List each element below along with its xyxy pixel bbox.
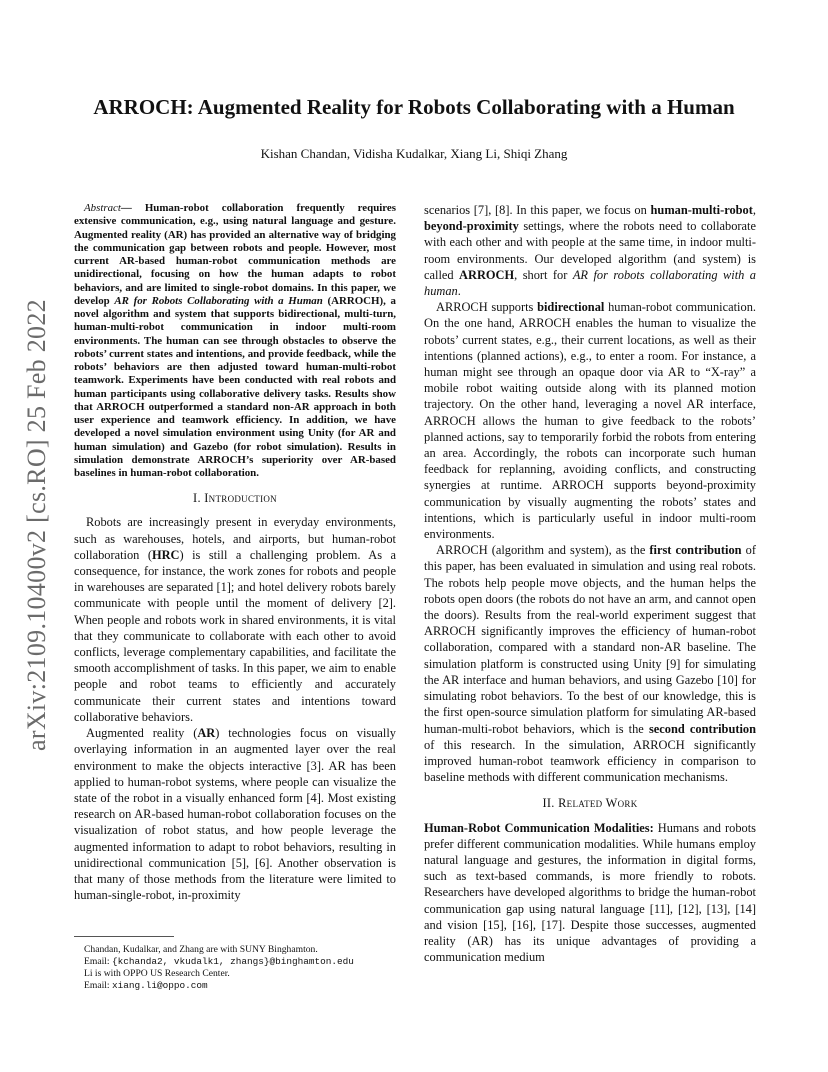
section-heading-introduction (74, 490, 396, 506)
text-run: ) is still a challenging problem. As a consequence, for instance, the work zones for robots and people in warehouses are separated [1]; and hotel delivery robots barely communicate with people until the moment of delivery [2]. When people and robots work in shared environments, it is vital that they communicate to collaborate with each other to avoid conflicts, leverage complementary capabilities, and facilitate the smooth accomplishment of tasks. In this paper, we aim to enable people and robot teams to efficiently and accurately communicate their current states and intentions toward collaborative behaviors. (74, 547, 396, 724)
text-run: Augmented reality ( (86, 726, 198, 741)
intro-paragraph-3 (424, 299, 756, 542)
bold-term: beyond-proximity (424, 219, 519, 234)
text-run: scenarios [7], [8]. In this paper, we focus on (424, 203, 651, 217)
footnote-rule (74, 936, 174, 937)
section-title: Related Work (558, 796, 638, 811)
footnote-line: Chandan, Kudalkar, and Zhang are with SUNY Binghamton. (84, 944, 318, 955)
italic-term: AR for robots collaborating with a human (424, 267, 756, 299)
arxiv-sidebar (0, 0, 70, 1072)
text-run: Robots are increasingly present in everyday environments, such as warehouses, hotels, and airports, but human-robot collaboration ( (74, 515, 396, 562)
text-run: Email: (84, 980, 112, 991)
text-run: human-robot communication. On the one hand, ARROCH enables the human to visualize the robots’ current states, e.g., their current locations, as well as their intentions (planned actions), e.g., to enter a room. For instance, a human might see through an opaque door via AR to “X-ray” a mobile robot waiting outside along with its planned motion trajectory. On the other hand, leveraging a novel AR interface, ARROCH allows the human to give feedback to the robots’ planned actions, say to temporarily forbid the robots from entering an area. Accordingly, the robots can incorporate such human feedback for replanning, avoiding conflicts, and constructing synergies at runtime. ARROCH supports beyond-proximity communication by visually augmenting the robots’ states and intentions, which is particularly useful in indoor multi-room environments. (424, 300, 756, 542)
bold-term: ARROCH (459, 267, 515, 282)
section-heading-related-work (424, 795, 756, 811)
section-title: Introduction (204, 491, 277, 506)
abstract-italic-name: AR for Robots Collaborating with a Human (114, 294, 323, 307)
intro-paragraph-2-continued (424, 202, 756, 299)
text-run: , (752, 203, 756, 217)
arxiv-identifier: arXiv:2109.10400v2 [cs.RO] 25 Feb 2022 (22, 299, 51, 751)
footnote-line: Li is with OPPO US Research Center. (84, 968, 230, 979)
email-text: xiang.li@oppo.com (111, 980, 208, 991)
abstract-text-2: (ARROCH), a novel algorithm and system that supports bidirectional, multi-turn, human-multi-robot communication in indoor multi-room environments. The human can see through obstacles to observe the robots’ current states and intentions, and provide feedback, while the robots’ behaviors are then adjusted toward human-multi-robot teamwork. Experiments have been conducted with real robots and human participants using collaborative delivery tasks. Results show that ARROCH outperformed a standard non-AR approach in both user experience and teamwork efficiency. In addition, we have developed a novel simulation environment using Unity (for AR and human simulation) and Gazebo (for robot simulation). Results in simulation demonstrate ARROCH’s superiority over AR-based baselines in human-robot collaboration. (74, 294, 396, 479)
abstract-text-1: Human-robot collaboration frequently requires extensive communication, e.g., using natural language and gesture. Augmented reality (AR) has provided an alternative way of bridging the communication gap between robots and people. However, most current AR-based human-robot communication methods are unidirectional, focusing on how the human adapts to robot behaviors, and are limited to single-robot domains. In this paper, we develop (74, 202, 396, 307)
abstract-label: Abstract (84, 202, 121, 214)
text-run: . (457, 284, 461, 299)
section-numeral: II. (542, 796, 559, 811)
author-list: Kishan Chandan, Vidisha Kudalkar, Xiang Li, Shiqi Zhang (260, 146, 568, 161)
bold-term: second contribution (648, 721, 756, 736)
paragraph-heading: Human-Robot Communication Modalities: (424, 820, 654, 835)
bold-term: AR (197, 726, 216, 741)
intro-paragraph-2 (74, 725, 396, 903)
intro-paragraph-4 (424, 542, 756, 785)
footnote-line (84, 980, 404, 992)
abstract (74, 202, 396, 480)
text-run: of this paper, has been evaluated in simulation and using real robots. The robots help people move objects, and the human helps the robots open doors (the robots do not have an arm, and cannot open the doors). Results from the real-world experiment suggest that ARROCH significantly improves the efficiency of human-robot collaboration, compared with a standard non-AR baseline. The simulation platform is constructed using Unity [9] for simulating the AR interface and human behaviors, and using Gazebo [10] for simulating robot behaviors. To the best of our knowledge, this is the first open-source simulation platform for simulating AR-based human-multi-robot behaviors, which is the (424, 543, 756, 736)
text-run: ARROCH (algorithm and system), as the (436, 543, 650, 558)
related-paragraph-1 (424, 820, 756, 966)
left-column (74, 202, 396, 903)
affiliation-footnote (84, 944, 404, 992)
bold-term: bidirectional (537, 300, 605, 315)
abstract-dash: — (120, 202, 145, 214)
text-run: ) technologies focus on visually overlaying information in an augmented layer over the real environment to make the objects interactive [3]. AR has been applied to human-robot systems, where people can visualize the state of the robot in a visually enhanced form [4]. Most existing research on AR-based human-robot collaboration focuses on the visualization of robot status, and how people leverage the augmented information to adapt to robot behaviors, resulting in unidirectional communication [5], [6]. Another observation is that many of those methods from the literature were limited to human-single-robot, in-proximity (74, 726, 397, 903)
section-numeral: I. (193, 491, 205, 506)
text-run: Email: (84, 956, 112, 967)
email-text: {kchanda2, vkudalk1, zhangs}@binghamton.edu (111, 956, 354, 967)
text-run: settings, where the robots need to collaborate with each other and with people at the same time, in indoor multi-room environments. Our developed algorithm (and system) is called (424, 219, 756, 282)
text-run: Humans and robots prefer different communication modalities. While humans employ natural language and gestures, the information in digital forms, such as text-based commands, is more friendly to robots. Researchers have developed algorithms to bridge the human-robot communication gap using natural language [11], [12], [13], [14] and vision [15], [16], [17]. Despite those successes, augmented reality (AR) has its unique advantages of providing a communication medium (424, 820, 756, 965)
intro-paragraph-1 (74, 514, 396, 725)
footnote-line (84, 956, 404, 968)
right-column (424, 202, 756, 965)
paper-title: ARROCH: Augmented Reality for Robots Collaborating with a Human (93, 95, 735, 119)
bold-term: first contribution (649, 543, 742, 558)
text-run: of this research. In the simulation, ARROCH significantly improved human-robot teamwork efficiency in comparison to baseline methods with different communication mechanisms. (424, 737, 756, 785)
bold-term: human-multi-robot (650, 203, 753, 217)
text-run: , short for (514, 267, 573, 282)
text-run: ARROCH supports (436, 300, 538, 315)
bold-term: HRC (151, 547, 180, 562)
